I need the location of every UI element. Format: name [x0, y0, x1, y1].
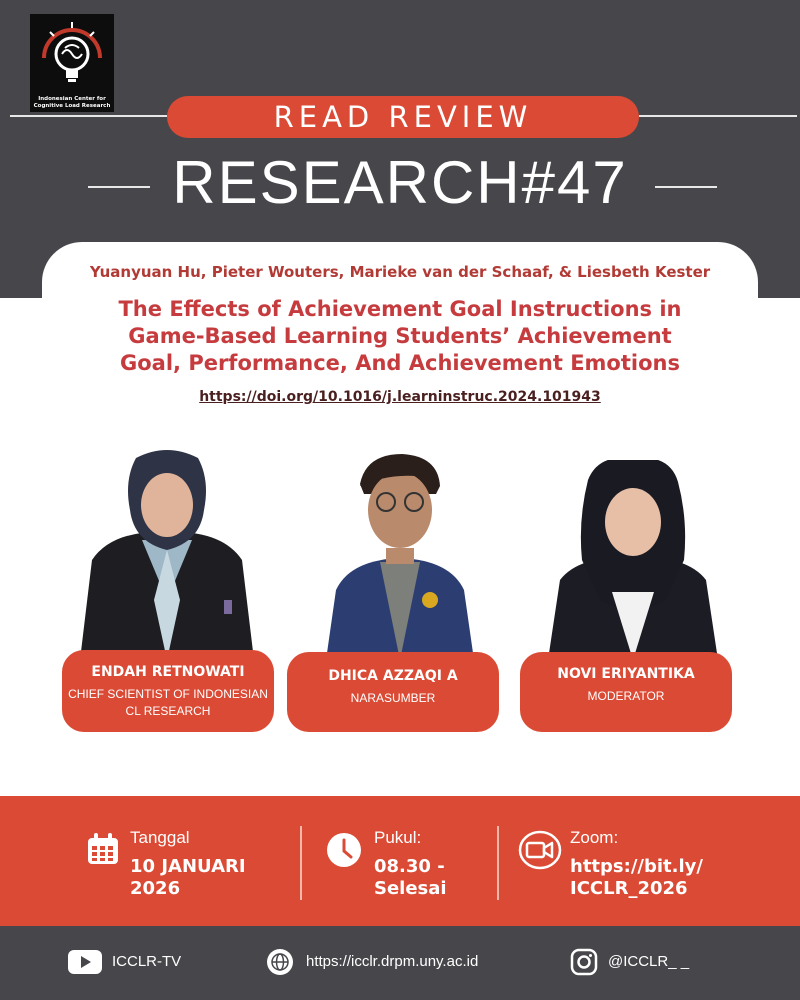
time-value [374, 856, 447, 900]
speaker-role-line: CL RESEARCH [125, 704, 211, 718]
separator [300, 826, 302, 900]
instagram-icon [570, 948, 598, 976]
speaker-photo-novi [538, 460, 728, 660]
divider-right [639, 115, 797, 117]
speaker-name: NOVI ERIYANTIKA [557, 666, 695, 682]
logo-text: Indonesian Center for Cognitive Load Research [33, 96, 111, 109]
zoom-label: Zoom: [570, 828, 619, 847]
speaker-photo-dhica [310, 450, 490, 660]
footer [0, 926, 800, 1000]
date-label: Tanggal [130, 828, 190, 847]
calendar-icon [86, 832, 120, 866]
date-value [130, 856, 246, 900]
website-link[interactable]: https://icclr.drpm.uny.ac.id [306, 953, 479, 970]
clock-icon [326, 832, 362, 868]
zoom-link-line: ICCLR_2026 [570, 878, 688, 899]
speaker-role-line: MODERATOR [587, 689, 665, 703]
paper-title-line: Game-Based Learning Students’ Achievement [128, 324, 672, 348]
speaker-role-line: NARASUMBER [350, 691, 436, 705]
divider-left [10, 115, 167, 117]
doi-link[interactable]: https://doi.org/10.1016/j.learninstruc.2024.101943 [199, 389, 601, 405]
brain-lightbulb-icon [40, 20, 104, 92]
instagram-handle[interactable]: @ICCLR_ _ [608, 953, 690, 970]
speaker-role [62, 686, 274, 720]
paper-title-line: The Effects of Achievement Goal Instructions in [118, 297, 682, 321]
youtube-icon [68, 950, 102, 974]
speaker-role [520, 688, 732, 705]
separator [497, 826, 499, 900]
speaker-role-line: CHIEF SCIENTIST OF INDONESIAN [68, 687, 268, 701]
time-value-line: 08.30 - [374, 856, 445, 877]
speaker-role [287, 690, 499, 707]
date-value-line: 10 JANUARI [130, 856, 246, 877]
paper-title-line: Goal, Performance, And Achievement Emotions [120, 351, 680, 375]
zoom-link-line: https://bit.ly/ [570, 856, 703, 877]
read-review-badge: READ REVIEW [167, 96, 639, 138]
speaker-badge-endah [62, 650, 274, 732]
zoom-link[interactable] [570, 856, 703, 900]
globe-icon [266, 948, 294, 976]
youtube-channel[interactable]: ICCLR-TV [112, 953, 182, 970]
time-label: Pukul: [374, 828, 422, 847]
video-camera-icon [518, 830, 562, 870]
speaker-name: DHICA AZZAQI A [328, 668, 458, 684]
speaker-badge-novi [520, 652, 732, 732]
speaker-name: ENDAH RETNOWATI [91, 664, 245, 680]
paper-authors: Yuanyuan Hu, Pieter Wouters, Marieke van der Schaaf, & Liesbeth Kester [89, 263, 711, 281]
speaker-badge-dhica [287, 652, 499, 732]
time-value-line: Selesai [374, 878, 447, 899]
paper-title [90, 296, 710, 377]
speaker-photo-endah [72, 450, 262, 660]
research-number: RESEARCH#47 [172, 149, 628, 216]
date-value-line: 2026 [130, 878, 181, 899]
event-info-bar [0, 796, 800, 926]
logo [30, 14, 114, 112]
